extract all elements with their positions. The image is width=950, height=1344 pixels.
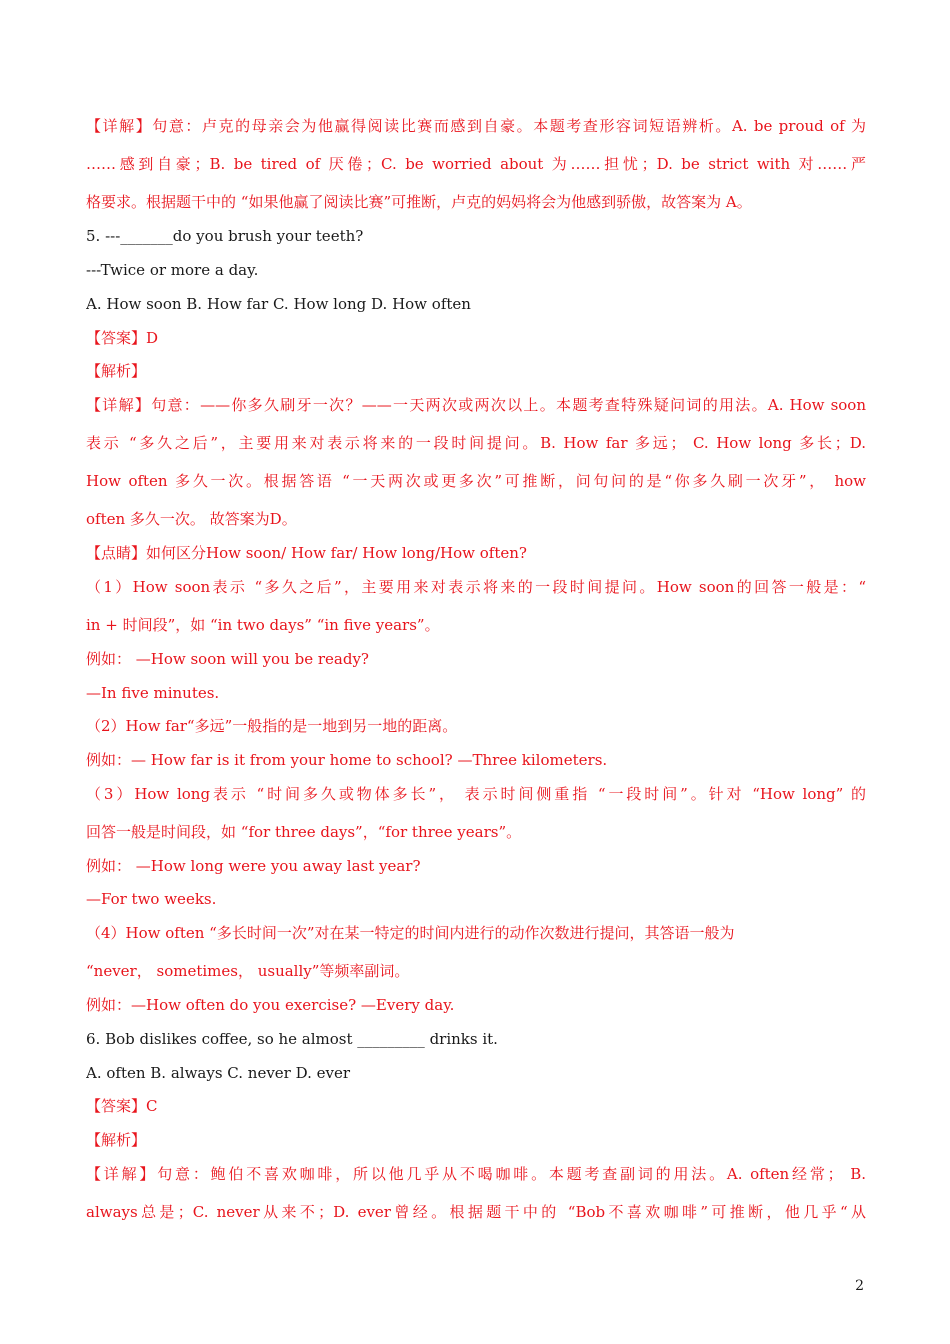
analysis-label: 【解析】 xyxy=(86,362,147,380)
page-number: 2 xyxy=(855,1278,864,1294)
explanation-text: often 多久一次。 故答案为D。 xyxy=(86,510,297,528)
tip-example: 例如：— How far is it from your home to school? —Three kilometers. xyxy=(86,751,608,769)
analysis-label: 【解析】 xyxy=(86,1131,147,1149)
question-6-stem: 6. Bob dislikes coffee, so he almost _________ drinks it. xyxy=(86,1030,498,1048)
answer-label: 【答案】D xyxy=(86,329,159,347)
explanation-text: How often 多久一次。根据答语 “一天两次或更多次”可推断，问句问的是“你多久刷一次牙”， how xyxy=(86,472,866,490)
tip-example: —In five minutes. xyxy=(86,684,220,702)
tip-text: （3）How long表示 “时间多久或物体多长”， 表示时间侧重指 “一段时间”。针对 “How long” 的 xyxy=(86,785,866,803)
tip-text: 回答一般是时间段，如 “for three days”，“for three years”。 xyxy=(86,823,522,841)
explanation-text: 表示 “多久之后”，主要用来对表示将来的一段时间提问。B. How far 多远； C. How long 多长；D. xyxy=(86,434,866,452)
explanation-text: ……感到自豪；B. be tired of 厌倦；C. be worried about 为……担忧；D. be strict with 对……严 xyxy=(86,155,866,173)
tip-example: —For two weeks. xyxy=(86,890,217,908)
tip-text: 【点睛】如何区分How soon/ How far/ How long/How often? xyxy=(86,544,527,562)
tip-example: 例如： —How soon will you be ready? xyxy=(86,650,369,668)
explanation-text: 【详解】句意：卢克的母亲会为他赢得阅读比赛而感到自豪。本题考查形容词短语辨析。A. be proud of 为 xyxy=(86,117,866,135)
tip-text: （2）How far“多远”一般指的是一地到另一地的距离。 xyxy=(86,717,458,735)
tip-text: in + 时间段”，如 “in two days” “in five years”。 xyxy=(86,616,440,634)
tip-example: 例如： —How long were you away last year? xyxy=(86,857,421,875)
question-5-options: A. How soon B. How far C. How long D. How often xyxy=(86,295,471,313)
explanation-text: 【详解】句意：——你多久刷牙一次？——一天两次或两次以上。本题考查特殊疑问词的用法。A. How soon xyxy=(86,396,866,414)
explanation-text: 【详解】句意：鲍伯不喜欢咖啡，所以他几乎从不喝咖啡。本题考查副词的用法。A. often经常； B. xyxy=(86,1165,866,1183)
answer-label: 【答案】C xyxy=(86,1097,158,1115)
tip-text: “never， sometimes， usually”等频率副词。 xyxy=(86,962,410,980)
question-6-options: A. often B. always C. never D. ever xyxy=(86,1064,351,1082)
question-5-reply: ---Twice or more a day. xyxy=(86,261,259,279)
tip-text: （4）How often “多长时间一次”对在某一特定的时间内进行的动作次数进行提问，其答语一般为 xyxy=(86,924,735,942)
question-5-stem: 5. ---_______do you brush your teeth? xyxy=(86,227,364,245)
tip-text: （1）How soon表示 “多久之后”，主要用来对表示将来的一段时间提问。How soon的回答一般是：“ xyxy=(86,578,866,596)
explanation-text: always总是；C. never从来不；D. ever曾经。根据题干中的 “Bob不喜欢咖啡”可推断，他几乎“从 xyxy=(86,1203,866,1221)
explanation-text: 格要求。根据题干中的 “如果他赢了阅读比赛”可推断，卢克的妈妈将会为他感到骄傲，故答案为 A。 xyxy=(86,193,752,211)
tip-example: 例如：—How often do you exercise? —Every day. xyxy=(86,996,455,1014)
